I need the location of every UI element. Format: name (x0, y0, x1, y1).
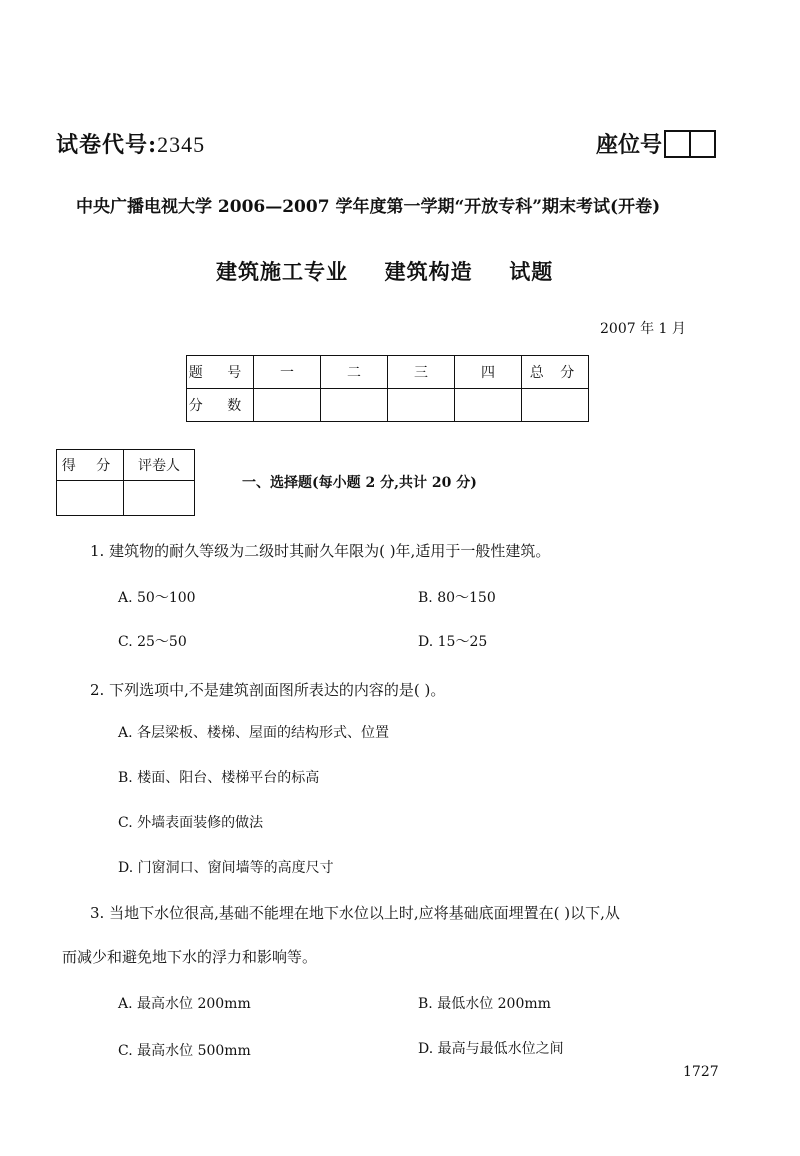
grader-name-cell (124, 481, 195, 516)
question-2-option-a: A. 各层梁板、楼梯、屋面的结构形式、位置 (118, 725, 390, 741)
seat-number-label: 座位号 (596, 132, 663, 158)
university-line: 中央广播电视大学 2006—2007 学年度第一学期“开放专科”期末考试(开卷) (76, 197, 661, 217)
score-table (186, 355, 589, 422)
question-1-option-b: B. 80～150 (418, 590, 496, 606)
question-3-line-2: 而减少和避免地下水的浮力和影响等。 (62, 948, 318, 966)
seat-number-boxes (664, 130, 716, 158)
question-1-option-a: A. 50～100 (118, 590, 196, 606)
seat-number (596, 128, 716, 159)
score-table-col-2: 二 (321, 356, 388, 389)
question-2: 2. 下列选项中,不是建筑剖面图所表达的内容的是( )。 (90, 681, 446, 699)
score-table-header-row (187, 356, 589, 389)
score-table-label-score: 分 数 (187, 389, 254, 422)
grader-table-header-row (57, 450, 195, 481)
question-1-option-d: D. 15～25 (418, 634, 488, 650)
score-table-col-1: 一 (254, 356, 321, 389)
score-table-col-3: 三 (388, 356, 455, 389)
question-1-option-c: C. 25～50 (118, 634, 187, 650)
score-cell (522, 389, 589, 422)
seat-box (666, 132, 689, 156)
exam-date: 2007 年 1 月 (600, 321, 686, 337)
question-3-line-1: 3. 当地下水位很高,基础不能埋在地下水位以上时,应将基础底面埋置在( )以下,从 (90, 904, 620, 922)
score-table-score-row (187, 389, 589, 422)
question-3-option-b: B. 最低水位 200mm (418, 996, 551, 1012)
question-2-option-c: C. 外墙表面装修的做法 (118, 815, 264, 831)
paper-code (56, 128, 205, 159)
question-3-option-c: C. 最高水位 500mm (118, 1043, 251, 1059)
section-title: 一、选择题(每小题 2 分,共计 20 分) (242, 475, 477, 491)
score-table-label-question: 题 号 (187, 356, 254, 389)
score-table-col-total: 总 分 (522, 356, 589, 389)
grader-table-blank-row (57, 481, 195, 516)
question-3-option-a: A. 最高水位 200mm (118, 996, 251, 1012)
grader-table (56, 449, 195, 516)
score-table-col-4: 四 (455, 356, 522, 389)
score-cell (388, 389, 455, 422)
question-2-option-b: B. 楼面、阳台、楼梯平台的标高 (118, 770, 320, 786)
grader-score-label: 得 分 (57, 450, 124, 481)
seat-box (689, 132, 714, 156)
question-2-option-d: D. 门窗洞口、窗间墙等的高度尺寸 (118, 860, 334, 876)
score-cell (455, 389, 522, 422)
score-cell (254, 389, 321, 422)
grader-name-label: 评卷人 (124, 450, 195, 481)
subject-title: 建筑施工专业 建筑构造 试题 (216, 259, 554, 284)
page-number: 1727 (683, 1064, 719, 1080)
question-1: 1. 建筑物的耐久等级为二级时其耐久年限为( )年,适用于一般性建筑。 (90, 542, 551, 560)
paper-code-number: 2345 (157, 132, 206, 157)
question-3-option-d: D. 最高与最低水位之间 (418, 1041, 564, 1057)
grader-score-cell (57, 481, 124, 516)
paper-code-label: 试卷代号: (56, 132, 158, 158)
score-cell (321, 389, 388, 422)
